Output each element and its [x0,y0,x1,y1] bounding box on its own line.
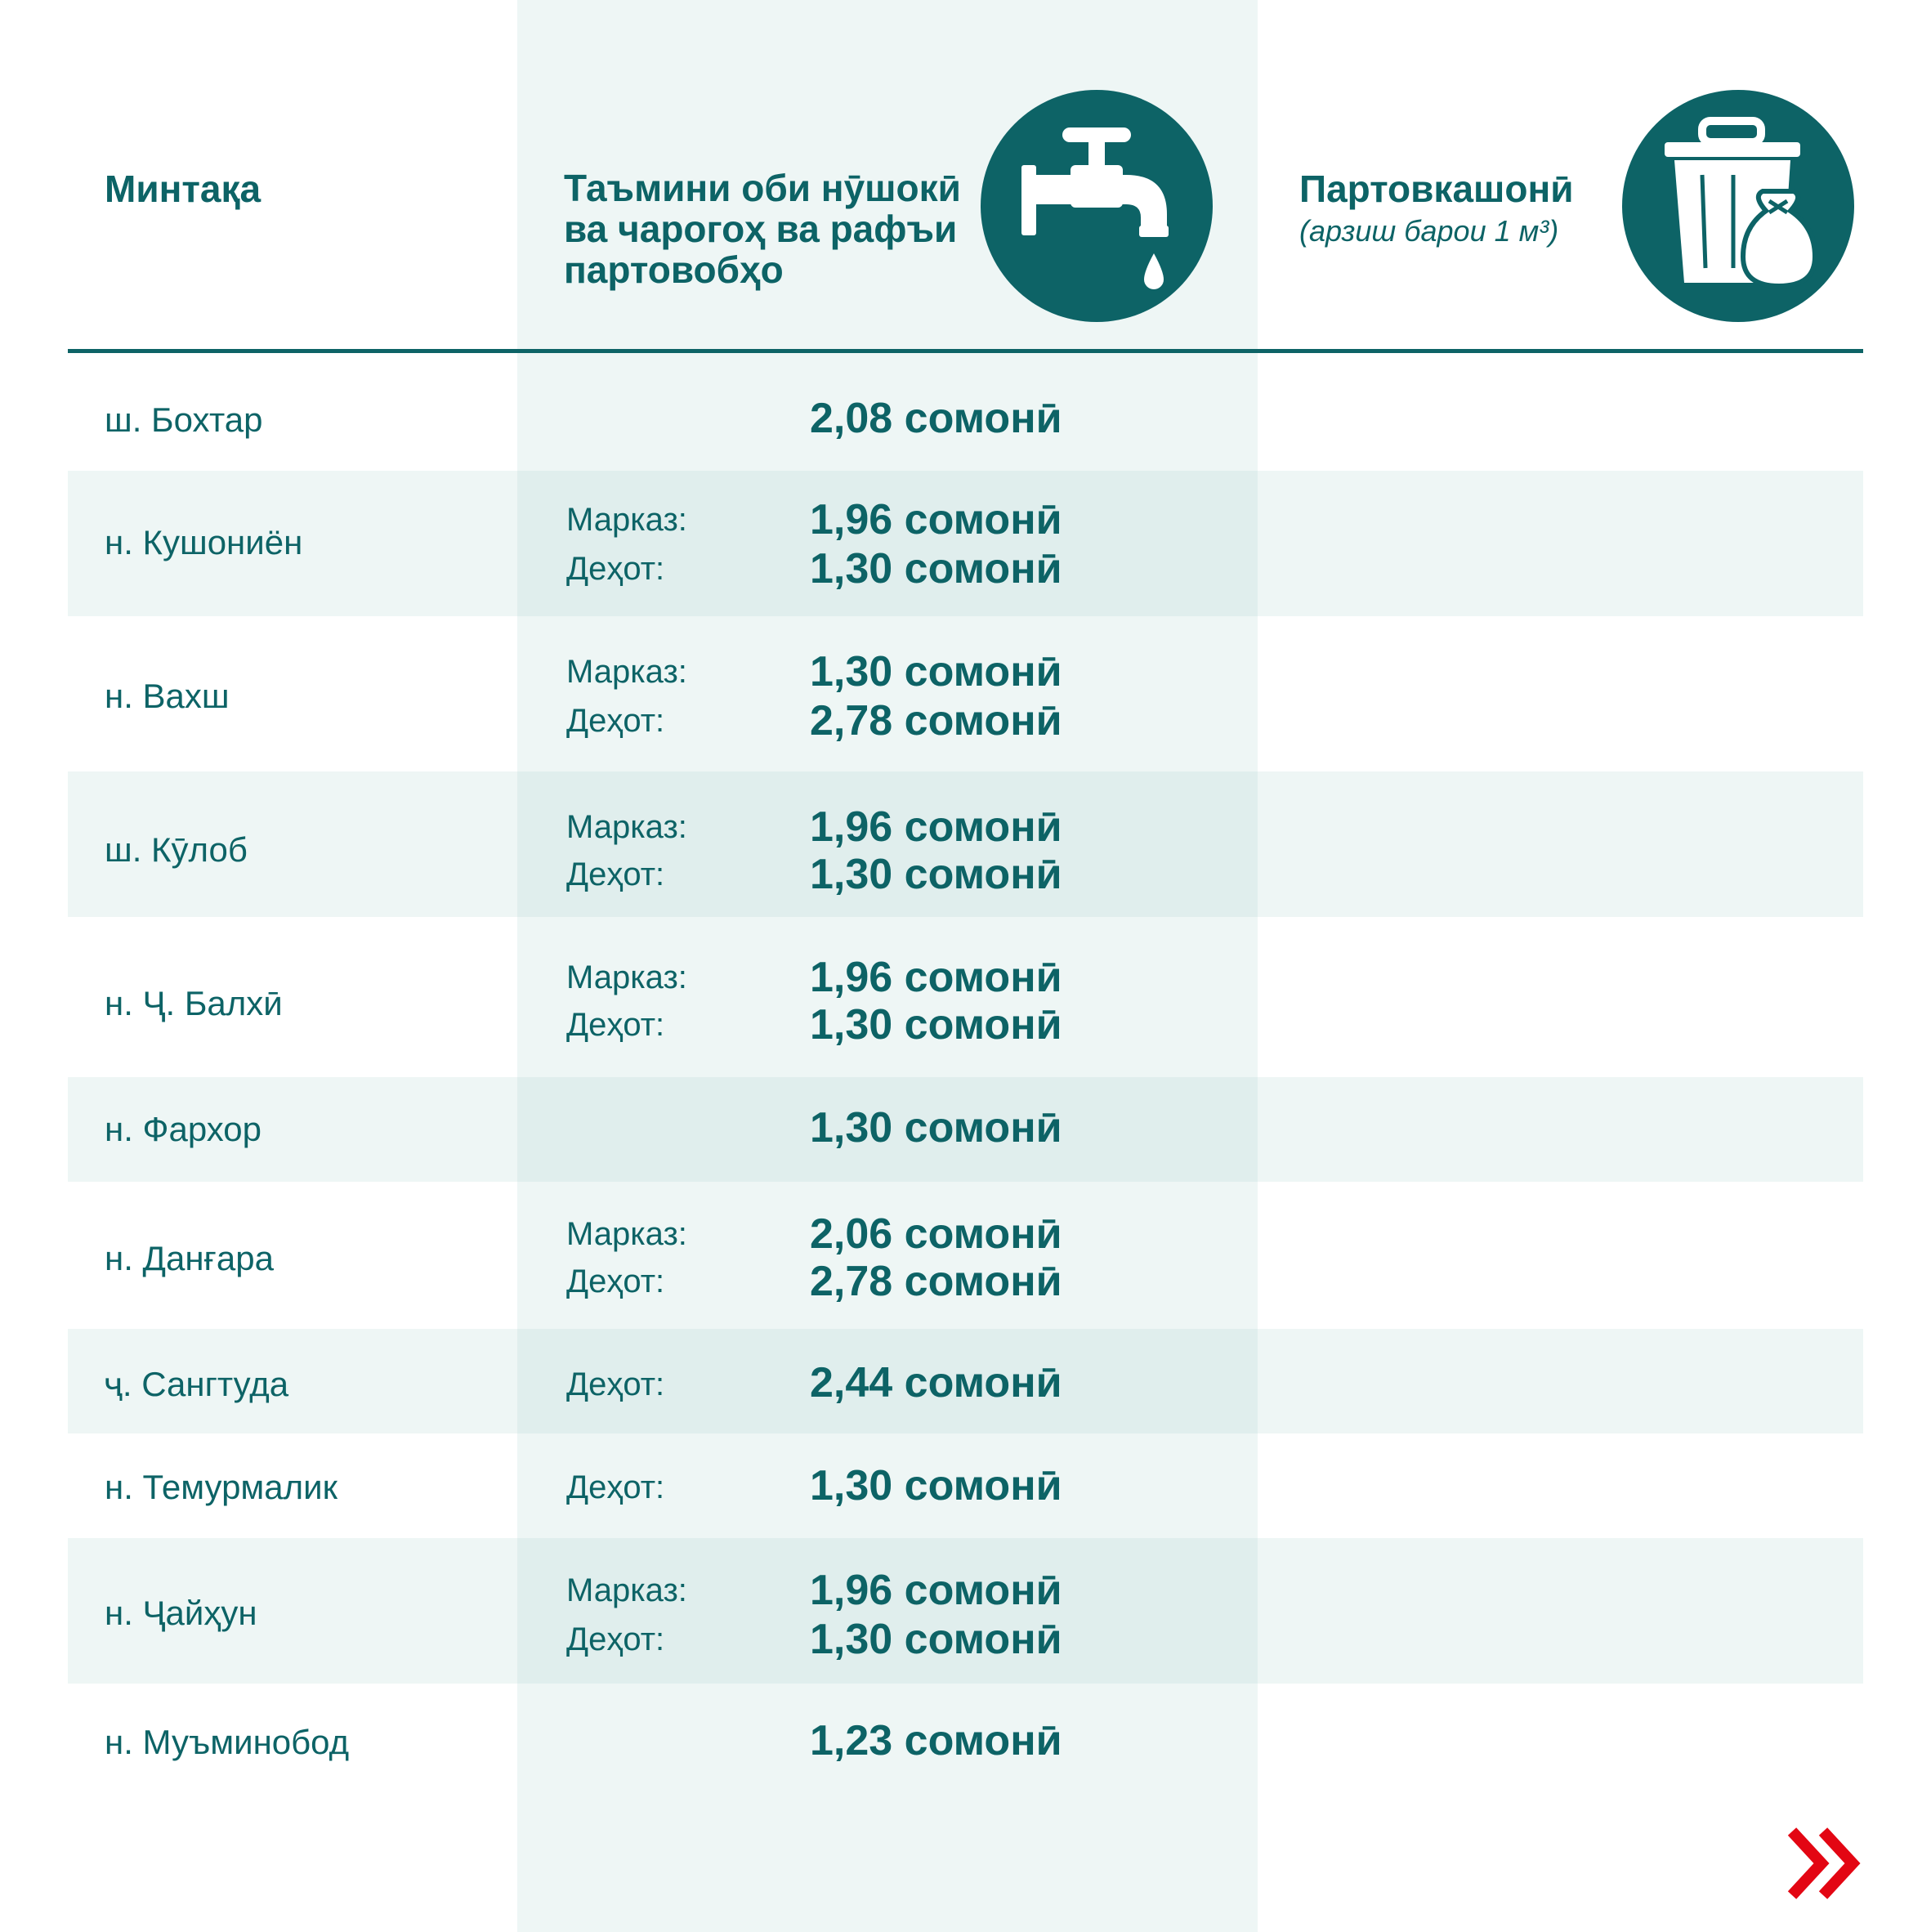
table-row [68,771,1863,917]
region-name: н. Фархор [105,1110,261,1148]
region-name: н. Муъминобод [105,1723,350,1761]
tariff-value: 1,96 сомонӣ [810,496,1062,543]
double-chevron-right-icon[interactable] [1786,1827,1867,1900]
tariff-value: 2,06 сомонӣ [810,1210,1062,1258]
region-name: н. Темурмалик [105,1468,337,1506]
region-name: н. Ҷайҳун [105,1594,257,1632]
tariff-value: 1,96 сомонӣ [810,803,1062,851]
region-name: ш. Кӯлоб [105,830,248,869]
waste-column-header: Партовкашонӣ [1299,168,1574,210]
tariff-value: 1,30 сомонӣ [810,648,1062,695]
tariff-value: 1,96 сомонӣ [810,1567,1062,1614]
tariff-label: Марказ: [566,502,687,538]
water-column-header: Таъмини оби нӯшокӣ ва чарогоҳ ва рафъи партовобҳо [564,167,961,291]
header-divider [68,349,1863,353]
region-name: н. Кушониён [105,523,303,561]
table-row [68,356,1863,471]
tariff-value: 2,78 сомонӣ [810,1258,1062,1305]
region-name: н. Данғара [105,1239,274,1277]
water-tap-icon [981,90,1213,322]
tariff-label: Деҳот: [566,1263,665,1299]
table-row [68,1538,1863,1684]
tariff-label: Марказ: [566,1572,687,1608]
tariff-label: Деҳот: [566,551,665,587]
tariff-label: Деҳот: [566,1366,665,1402]
table-row [68,471,1863,616]
table-row [68,1433,1863,1538]
tariff-value: 2,08 сомонӣ [810,395,1062,442]
tariff-label: Деҳот: [566,1621,665,1657]
tariff-value: 1,30 сомонӣ [810,1462,1062,1509]
region-name: н. Ҷ. Балхӣ [105,984,283,1022]
tariff-value: 1,30 сомонӣ [810,1001,1062,1049]
region-name: ҷ. Сангтуда [105,1365,289,1403]
table-row [68,616,1863,771]
tariff-value: 2,44 сомонӣ [810,1359,1062,1407]
tariff-label: Деҳот: [566,1469,665,1505]
waste-column-subtitle: (арзиш барои 1 м³) [1299,214,1559,248]
tariff-label: Деҳот: [566,703,665,739]
tariff-value: 1,30 сомонӣ [810,545,1062,593]
region-name: ш. Бохтар [105,400,263,439]
region-name: н. Вахш [105,677,230,715]
table-row [68,1077,1863,1182]
tariff-label: Деҳот: [566,856,665,892]
tariff-value: 1,30 сомонӣ [810,1104,1062,1152]
tariff-label: Деҳот: [566,1007,665,1043]
tariff-value: 1,96 сомонӣ [810,954,1062,1001]
table-row [68,1329,1863,1433]
tariff-value: 1,30 сомонӣ [810,851,1062,898]
tariff-value: 1,23 сомонӣ [810,1717,1062,1764]
tariff-label: Марказ: [566,809,687,845]
table-row [68,1684,1863,1806]
tariff-value: 1,30 сомонӣ [810,1616,1062,1663]
trash-bin-bag-icon [1622,90,1854,322]
region-column-header: Минтақа [105,168,261,210]
tariff-label: Марказ: [566,1216,687,1252]
table-row [68,1182,1863,1329]
tariff-value: 2,78 сомонӣ [810,697,1062,745]
tariff-label: Марказ: [566,959,687,995]
table-row [68,917,1863,1077]
tariff-label: Марказ: [566,654,687,690]
